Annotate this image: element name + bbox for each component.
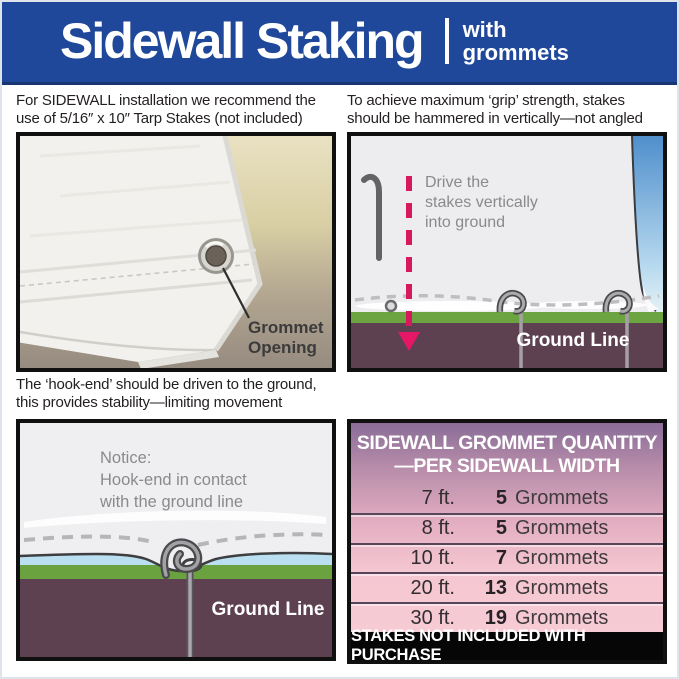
title-divider — [445, 18, 449, 64]
sidewall-width: 30 ft. — [410, 606, 455, 629]
svg-text:Drive the: Drive the — [425, 174, 490, 191]
grommet-unit: Grommets — [515, 487, 609, 510]
svg-text:with the ground line: with the ground line — [100, 493, 244, 511]
table-row — [351, 543, 663, 573]
table-row — [351, 485, 663, 513]
sidewall-width: 8 ft. — [421, 517, 455, 540]
sidewall-width: 7 ft. — [421, 487, 455, 510]
vertical-staking-illustration — [351, 136, 663, 368]
grommet-unit: Grommets — [515, 606, 609, 629]
grommet-qty: 13 — [484, 576, 507, 599]
table-title: SIDEWALL GROMMET QUANTITY —PER SIDEWALL WIDTH — [356, 432, 658, 477]
grommet-opening-label — [248, 318, 324, 357]
table-rows — [351, 485, 663, 632]
caption-bottom-left: The ‘hook-end’ should be driven to the ground, this provides stability—limiting movement — [16, 376, 317, 411]
grommet-unit: Grommets — [515, 576, 609, 599]
svg-text:into ground: into ground — [425, 214, 506, 231]
grommet-quantity-table — [347, 419, 667, 664]
grommet-qty: 7 — [495, 546, 507, 569]
page-subtitle — [463, 18, 569, 64]
grass-strip — [351, 312, 663, 323]
subtitle-line-2: grommets — [462, 40, 569, 65]
sidewall-width: 20 ft. — [410, 576, 455, 599]
sidewall-width: 10 ft. — [410, 546, 455, 569]
grommet-unit: Grommets — [515, 546, 609, 569]
hook-end-illustration — [20, 423, 332, 657]
svg-text:stakes vertically: stakes vertically — [425, 194, 538, 211]
vertical-staking-panel — [347, 132, 667, 372]
stakes-disclaimer: STAKES NOT INCLUDED WITH PURCHASE — [351, 632, 663, 660]
hook-end-panel — [16, 419, 336, 661]
page-title: Sidewall Staking — [60, 13, 423, 69]
subtitle-line-1: with — [462, 17, 507, 42]
table-row — [351, 513, 663, 543]
tarp-grommet-illustration — [20, 136, 332, 368]
grommet-qty: 5 — [495, 517, 507, 540]
grommet-unit: Grommets — [515, 517, 609, 540]
svg-text:Grommet: Grommet — [248, 318, 324, 337]
caption-top-right: To achieve maximum ‘grip’ strength, stakes should be hammered in vertically—not angled — [347, 92, 643, 127]
header — [0, 0, 679, 85]
svg-text:Opening: Opening — [248, 338, 317, 357]
svg-text:Notice:: Notice: — [100, 449, 152, 467]
table-row — [351, 572, 663, 602]
grommet-qty: 5 — [495, 487, 507, 510]
grommet-qty: 19 — [484, 606, 507, 629]
svg-text:Hook-end in contact: Hook-end in contact — [100, 471, 247, 489]
ground-line-label: Ground Line — [516, 330, 630, 351]
grommet — [198, 238, 234, 274]
ground-line-label: Ground Line — [211, 599, 325, 620]
caption-top-left: For SIDEWALL installation we recommend the use of 5/16″ x 10″ Tarp Stakes (not included) — [16, 92, 316, 127]
grommet-photo-panel — [16, 132, 336, 372]
